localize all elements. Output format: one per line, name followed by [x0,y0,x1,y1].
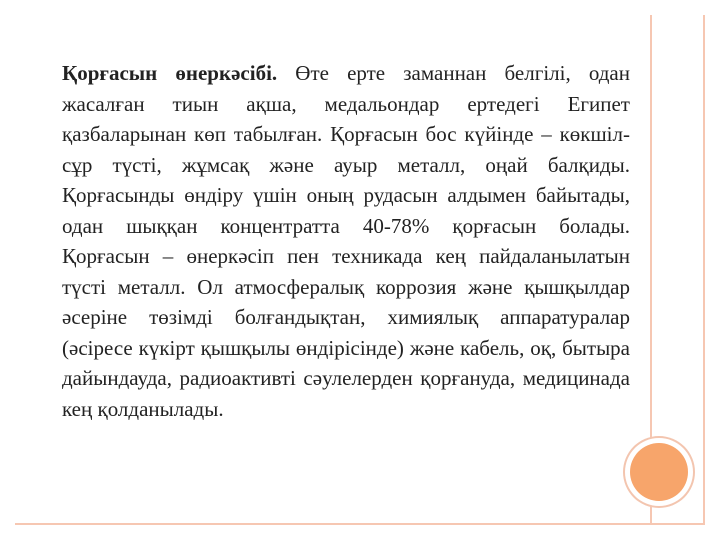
paragraph-body: Өте ерте заманнан белгілі, одан жасалған тиын ақша, медальондар ертедегі Египет қазбаларынан көп табылған. Қорғасын бос күйінде – көкшіл-сұр түсті, жұмсақ және ауыр металл, оңай балқиды. Қорғасынды өндіру үшін оның рудасын алдымен байытады, одан шыққан концентратта 40-78% қорғасын болады. Қорғасын – өнеркәсіп пен техникада кең пайдаланылатын түсті металл. Ол атмосфералық коррозия және қышқылдар әсеріне төзімді болғандықтан, химиялық аппаратуралар (әсіресе күкірт қышқылы өндірісінде) және кабель, оқ, бытыра дайындауда, радиоактивті сәулелерден қорғануда, медицинада кең қолданылады. [62,61,630,421]
main-paragraph [62,58,630,424]
paragraph-heading: Қорғасын өнеркәсібі. [62,61,278,85]
decorative-circle [630,443,688,501]
